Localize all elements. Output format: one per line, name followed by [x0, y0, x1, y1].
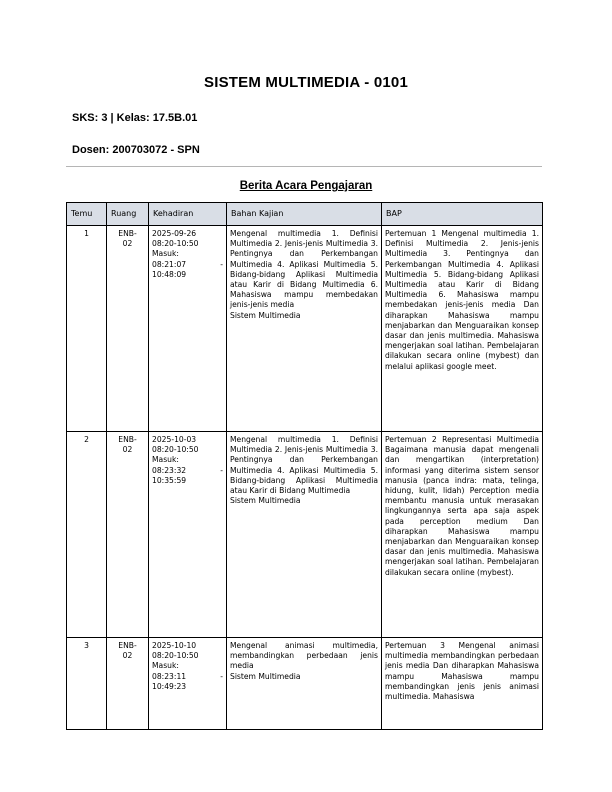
cell-bahan-kajian: [227, 638, 382, 730]
kehadiran-masuk: 08:23:11: [152, 671, 187, 681]
header-bahan-kajian: Bahan Kajian: [227, 203, 382, 226]
kehadiran-masuk-row: [152, 672, 223, 682]
bahan-subject: Sistem Multimedia: [230, 310, 301, 320]
table-header-row: [67, 203, 543, 226]
header-bap: BAP: [382, 203, 543, 226]
cell-bap: Pertemuan 3 Mengenal animasi multimedia membandingkan perbedaan jenis media Dan diharapkan Mahasiswa mampu Mahasiswa mampu membandingkan jenis jenis animasi multimedia. Mahasiswa: [382, 638, 543, 730]
kehadiran-date: 2025-10-03: [152, 435, 197, 444]
divider: [66, 166, 542, 167]
kehadiran-masuk: 08:23:32: [152, 465, 187, 475]
kehadiran-time: 08:20-10:50: [152, 651, 199, 661]
sks-kelas-line: SKS: 3 | Kelas: 17.5B.01: [72, 112, 198, 124]
header-ruang: Ruang: [107, 203, 149, 226]
cell-kehadiran: [149, 638, 227, 730]
kehadiran-time: 08:20-10:50: [152, 239, 199, 249]
cell-bap: Pertemuan 2 Representasi Multimedia Bagaimana manusia dapat mengenali dan mengartikan (interpretation) informasi yang diterima sistem sensor manusia (panca indra: mata, telinga, hidung, kulit, lidah) Perception media membantu manusia untuk merasakan lingkungannya serta apa saja aspek pada perception medium Dan diharapkan Mahasiswa mampu menjabarkan dan Menguaraikan konsep dasar dan jenis multimedia. Mahasiswa mengerjakan soal latihan. Pembelajaran dilakukan secara online (mybest).: [382, 432, 543, 638]
cell-bahan-kajian: [227, 226, 382, 432]
cell-bahan-kajian: [227, 432, 382, 638]
bahan-text: Mengenal multimedia 1. Definisi Multimedia 2. Jenis-jenis Multimedia 3. Pentingnya dan Perkembangan Multimedia 4. Aplikasi Multimedia 5. Bidang-bidang Aplikasi Multimedia atau Karir di Bidang Multimedia: [230, 435, 378, 496]
cell-ruang: ENB- 02: [107, 226, 149, 432]
table-row: [67, 638, 543, 730]
header-kehadiran: Kehadiran: [149, 203, 227, 226]
kehadiran-date: 2025-09-26: [152, 229, 197, 238]
kehadiran-keluar: 10:35:59: [152, 475, 187, 485]
bahan-subject: Sistem Multimedia: [230, 496, 301, 506]
kehadiran-masuk-label: Masuk:: [152, 455, 179, 465]
kehadiran-keluar: 10:48:09: [152, 269, 187, 279]
kehadiran-dash: -: [220, 259, 223, 269]
kehadiran-masuk-row: [152, 466, 223, 476]
bahan-text: Mengenal animasi multimedia, membandingkan perbedaan jenis media: [230, 641, 378, 671]
cell-ruang: ENB- 02: [107, 638, 149, 730]
document-title: SISTEM MULTIMEDIA - 0101: [204, 74, 408, 91]
kehadiran-masuk-label: Masuk:: [152, 661, 179, 671]
kehadiran-masuk-row: [152, 260, 223, 270]
kehadiran-masuk-label: Masuk:: [152, 249, 179, 259]
table-row: [67, 226, 543, 432]
section-title: Berita Acara Pengajaran: [239, 180, 373, 192]
section-heading: [0, 180, 612, 192]
cell-ruang: ENB- 02: [107, 432, 149, 638]
kehadiran-keluar: 10:49:23: [152, 681, 187, 691]
dosen-line: Dosen: 200703072 - SPN: [72, 144, 200, 156]
header-temu: Temu: [67, 203, 107, 226]
cell-temu: 1: [67, 226, 107, 432]
kehadiran-date: 2025-10-10: [152, 641, 197, 650]
bahan-text: Mengenal multimedia 1. Definisi Multimedia 2. Jenis-jenis Multimedia 3. Pentingnya dan Perkembangan Multimedia 4. Aplikasi Multimedia 5. Bidang-bidang Aplikasi Multimedia atau Karir di Bidang Multimedia 6. Mahasiswa mampu membedakan jenis-jenis media: [230, 229, 378, 310]
cell-temu: 3: [67, 638, 107, 730]
kehadiran-masuk: 08:21:07: [152, 259, 187, 269]
cell-kehadiran: [149, 432, 227, 638]
berita-acara-table: [66, 202, 543, 730]
cell-temu: 2: [67, 432, 107, 638]
kehadiran-dash: -: [220, 465, 223, 475]
cell-bap: Pertemuan 1 Mengenal multimedia 1. Definisi Multimedia 2. Jenis-jenis Multimedia 3. Pentingnya dan Perkembangan Multimedia 4. Aplikasi Multimedia 5. Bidang-bidang Aplikasi Multimedia atau Karir di Bidang Multimedia 6. Mahasiswa mampu membedakan jenis-jenis media Dan diharapkan Mahasiswa mampu menjabarkan dan Menguaraikan konsep dasar dan jenis multimedia. Mahasiswa mengerjakan soal latihan. Pembelajaran dilakukan secara online (mybest) dan melalui aplikasi google meet.: [382, 226, 543, 432]
kehadiran-time: 08:20-10:50: [152, 445, 199, 455]
cell-kehadiran: [149, 226, 227, 432]
bahan-subject: Sistem Multimedia: [230, 671, 301, 681]
kehadiran-dash: -: [220, 671, 223, 681]
table-row: [67, 432, 543, 638]
